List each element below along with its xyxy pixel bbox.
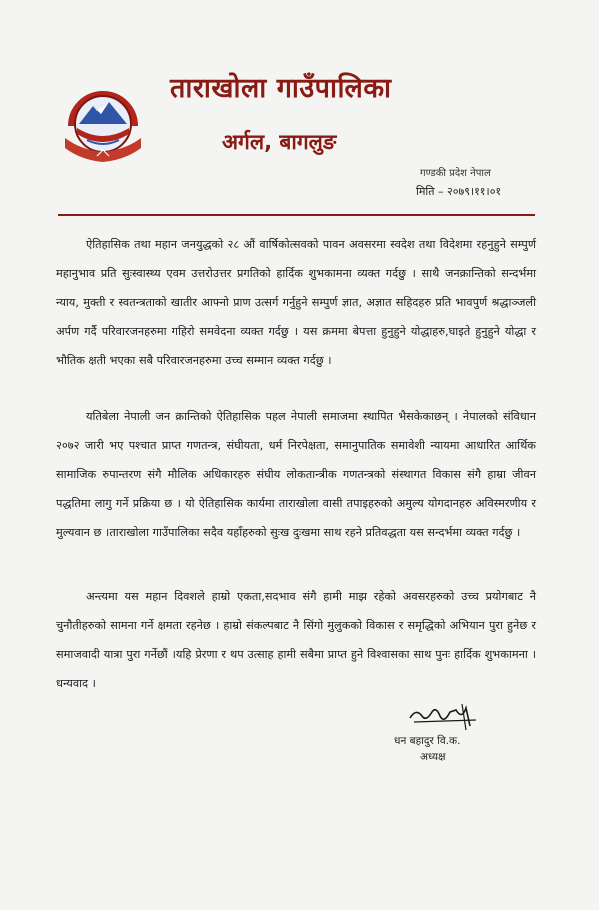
paragraph-3: अन्त्यमा यस महान दिवशले हाम्रो एकता,सदभाव संगै हामी माझ रहेको अवसरहरुको उच्च प्रयोगबाट नै चुनौतीहरुको सामना गर्ने क्षमता रहनेछ । हाम्रो संकल्पबाट नै सिंगो मुलुकको विकास र समृद्धिको अभियान पुरा हुनेछ र समाजवादी यात्रा पुरा गर्नेछौं ।यहि प्रेरणा र थप उत्साह हामी सबैमा प्राप्त हुने विश्वासका साथ पुनः हार्दिक शुभकामना । धन्यवाद ।	[56, 590, 536, 690]
header-divider	[58, 214, 535, 216]
paragraph-1: ऐतिहासिक तथा महान जनयुद्धको २८ औं वार्षिकोत्सवको पावन अवसरमा स्वदेश तथा विदेशमा रहनुहुने सम्पुर्ण महानुभाव प्रति सुःस्वास्थ्य एवम उत्तरोउत्तर प्रगतिको हार्दिक शुभकामना व्यक्त गर्दछु । साथै जनक्रान्तिको सन्दर्भमा न्याय, मुक्ती र स्वतन्त्रताको खातीर आफ्नो प्राण उत्सर्ग गर्नुहुने सम्पुर्ण ज्ञात, अज्ञात सहिदहरु प्रति भावपुर्ण श्रद्धाञ्जली अर्पण गर्दै परिवारजनहरुमा गहिरो समवेदना व्यक्त गर्दछु । यस क्रममा बेपत्ता हुनुहुने योद्धाहरु,घाइते हुनुहुने योद्धा र भौतिक क्षती भएका सबै परिवारजनहरुमा उच्च सम्मान व्यक्त गर्दछु ।	[56, 238, 536, 367]
province-label: गण्डकी प्रदेश नेपाल	[420, 168, 491, 179]
municipality-title: ताराखोला गाउँपालिका	[170, 73, 392, 104]
signature-block	[394, 700, 504, 770]
letter-date: मिति – २०७९।११।०१	[416, 185, 502, 198]
municipality-location: अर्गल, बागलुङ	[222, 130, 337, 154]
letter-body	[56, 230, 536, 690]
paragraph-2: यतिबेला नेपाली जन क्रान्तिको ऐतिहासिक पहल नेपाली समाजमा स्थापित भैसकेकाछन् । नेपालको संविधान २०७२ जारी भए पश्चात प्राप्त गणतन्त्र, संघीयता, धर्म निरपेक्षता, समानुपातिक समावेशी न्यायमा आधारित आर्थिक सामाजिक रुपान्तरण संगै मौलिक अधिकारहरु संघीय लोकतान्त्रीक गणतन्त्रको संस्थागत विकास संगै हाम्रा जीवन पद्धतिमा लागु गर्ने प्रक्रिया छ । यो ऐतिहासिक कार्यमा ताराखोला वासी तपाइहरुको अमुल्य योगदानहरु अविस्मरणीय र मुल्यवान छ ।ताराखोला गाउँपालिका सदैव यहाँहरुको सुःख दुःखमा साथ रहने प्रतिवद्धता यस सन्दर्भमा व्यक्त गर्दछु ।	[56, 410, 536, 539]
handwritten-signature-icon	[404, 700, 484, 734]
signer-name: धन बहादुर वि.क.	[394, 735, 461, 747]
municipality-emblem-icon	[57, 78, 149, 166]
signer-position: अध्यक्ष	[420, 751, 446, 763]
